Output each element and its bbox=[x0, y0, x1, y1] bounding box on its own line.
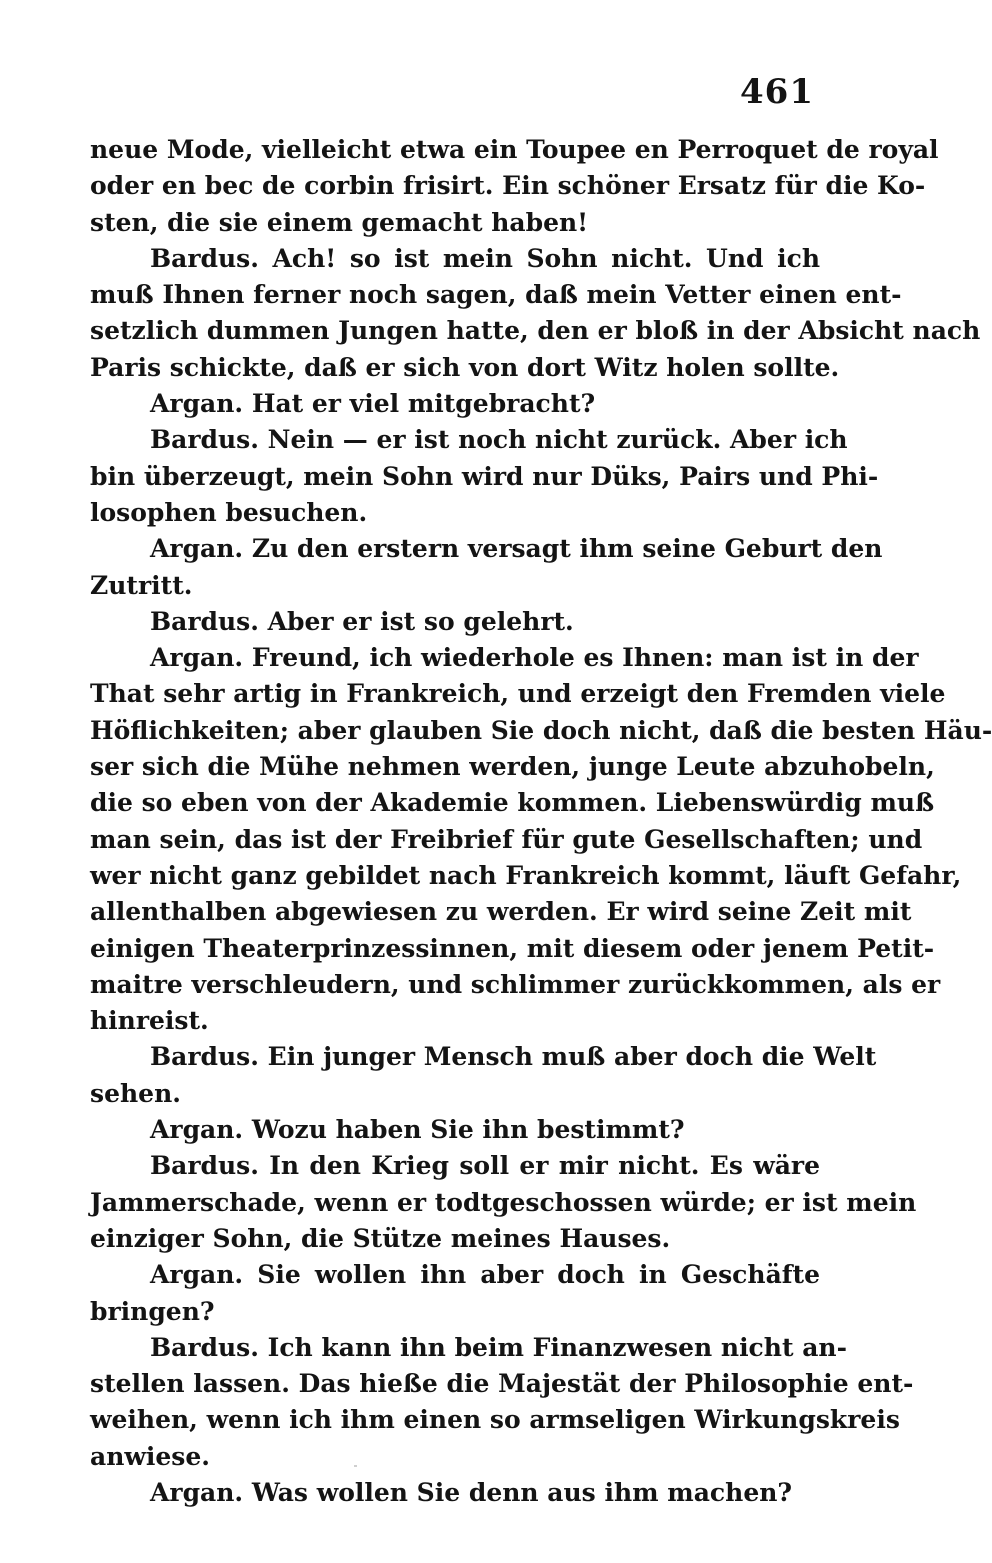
dialogue-text bbox=[90, 132, 992, 1511]
text-line: anwiese. bbox=[90, 1441, 210, 1471]
text-line: Argan. Freund, ich wiederhole es Ihnen: man ist in der bbox=[150, 643, 919, 673]
text-line: ser sich die Mühe nehmen werden, junge Leute abzuhobeln, bbox=[90, 752, 935, 782]
text-line: Bardus. Ach! so ist mein Sohn nicht. Und ich bbox=[150, 243, 820, 273]
text-line: Argan. Sie wollen ihn aber doch in Geschäfte bbox=[150, 1260, 820, 1290]
text-line: sten, die sie einem gemacht haben! bbox=[90, 207, 589, 237]
text-line: Paris schickte, daß er sich von dort Witz holen sollte. bbox=[90, 352, 840, 382]
page-number: 461 bbox=[740, 72, 814, 112]
text-line: Argan. Was wollen Sie denn aus ihm machen? bbox=[150, 1477, 793, 1507]
text-line: Argan. Hat er viel mitgebracht? bbox=[150, 389, 596, 419]
text-line: Bardus. Aber er ist so gelehrt. bbox=[150, 606, 574, 636]
text-line: Bardus. Ich kann ihn beim Finanzwesen nicht an- bbox=[150, 1332, 847, 1362]
text-line: bin überzeugt, mein Sohn wird nur Düks, Pairs und Phi- bbox=[90, 461, 879, 491]
text-line: maitre verschleudern, und schlimmer zurückkommen, als er bbox=[90, 969, 941, 999]
print-speck bbox=[354, 1465, 357, 1467]
text-line: bringen? bbox=[90, 1296, 215, 1326]
text-line: Bardus. Nein — er ist noch nicht zurück. Aber ich bbox=[150, 425, 848, 455]
text-line: Höflichkeiten; aber glauben Sie doch nicht, daß die besten Häu- bbox=[90, 715, 992, 745]
text-line: Jammerschade, wenn er todtgeschossen würde; er ist mein bbox=[90, 1187, 917, 1217]
text-line: stellen lassen. Das hieße die Majestät der Philosophie ent- bbox=[90, 1369, 914, 1399]
text-line: die so eben von der Akademie kommen. Liebenswürdig muß bbox=[90, 788, 935, 818]
text-line: allenthalben abgewiesen zu werden. Er wird seine Zeit mit bbox=[90, 897, 912, 927]
text-line: einziger Sohn, die Stütze meines Hauses. bbox=[90, 1223, 671, 1253]
text-line: Bardus. Ein junger Mensch muß aber doch die Welt bbox=[150, 1042, 877, 1072]
text-line: Zutritt. bbox=[90, 570, 193, 600]
text-line: oder en bec de corbin frisirt. Ein schöner Ersatz für die Ko- bbox=[90, 171, 926, 201]
text-line: hinreist. bbox=[90, 1006, 209, 1036]
text-line: Argan. Wozu haben Sie ihn bestimmt? bbox=[150, 1115, 685, 1145]
text-line: losophen besuchen. bbox=[90, 497, 368, 527]
text-line: muß Ihnen ferner noch sagen, daß mein Vetter einen ent- bbox=[90, 280, 902, 310]
text-line: einigen Theaterprinzessinnen, mit diesem oder jenem Petit- bbox=[90, 933, 935, 963]
text-line: That sehr artig in Frankreich, und erzeigt den Fremden viele bbox=[90, 679, 946, 709]
text-line: sehen. bbox=[90, 1078, 181, 1108]
text-line: neue Mode, vielleicht etwa ein Toupee en Perroquet de royal bbox=[90, 135, 939, 164]
text-line: setzlich dummen Jungen hatte, den er bloß in der Absicht nach bbox=[90, 316, 981, 346]
text-line: Argan. Zu den erstern versagt ihm seine Geburt den bbox=[150, 534, 883, 564]
text-line: Bardus. In den Krieg soll er mir nicht. Es wäre bbox=[150, 1151, 820, 1181]
text-line: weihen, wenn ich ihm einen so armseligen Wirkungskreis bbox=[90, 1405, 900, 1435]
text-line: man sein, das ist der Freibrief für gute Gesellschaften; und bbox=[90, 824, 923, 854]
text-line: wer nicht ganz gebildet nach Frankreich kommt, läuft Gefahr, bbox=[90, 860, 962, 890]
